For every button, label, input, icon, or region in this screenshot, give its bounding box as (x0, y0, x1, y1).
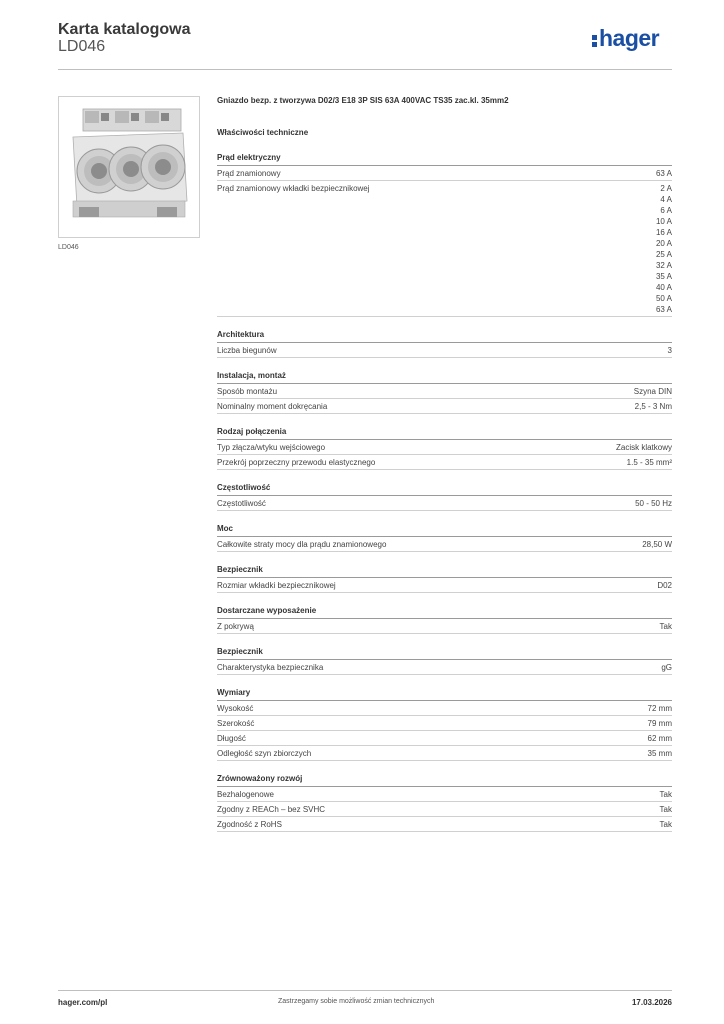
section-wymiary (217, 687, 672, 761)
spec-label: Z pokrywą (217, 622, 254, 631)
spec-label: Bezhalogenowe (217, 790, 274, 799)
section-wyposazenie (217, 605, 672, 634)
spec-label: Typ złącza/wtyku wejściowego (217, 443, 326, 452)
spec-row (217, 166, 672, 181)
spec-label: Sposób montażu (217, 387, 278, 396)
spec-label: Szerokość (217, 719, 255, 728)
footer-date: 17.03.2026 (631, 998, 672, 1007)
spec-value: 20 A (655, 239, 672, 248)
fuse-base-illustration (59, 97, 199, 237)
spec-label: Zgodność z RoHS (217, 820, 282, 829)
spec-value: 35 A (655, 272, 672, 281)
spec-label: Wysokość (217, 704, 254, 713)
image-caption: LD046 (58, 244, 79, 251)
spec-value: Zacisk klatkowy (615, 443, 672, 452)
section-title: Bezpiecznik (217, 564, 672, 578)
spec-value: D02 (657, 581, 672, 590)
spec-row (217, 578, 672, 593)
spec-value: gG (661, 663, 672, 672)
footer-divider (58, 990, 672, 991)
footer-notice: Zastrzegamy sobie możliwość zmian technicznych (278, 998, 435, 1005)
spec-row (217, 802, 672, 817)
spec-row (217, 496, 672, 511)
spec-content (217, 96, 672, 832)
section-title: Bezpiecznik (217, 646, 672, 660)
spec-value: 2 A (660, 184, 672, 193)
spec-value: 62 mm (647, 734, 672, 743)
hager-logo: hager (592, 27, 659, 50)
section-title: Moc (217, 523, 672, 537)
section-prad (217, 152, 672, 317)
spec-label: Częstotliwość (217, 499, 266, 508)
section-architektura (217, 329, 672, 358)
spec-value: 50 A (655, 294, 672, 303)
spec-value-list (656, 183, 672, 315)
spec-value: Tak (659, 805, 672, 814)
section-czestotliwosc (217, 482, 672, 511)
spec-label: Charakterystyka bezpiecznika (217, 663, 324, 672)
product-code: LD046 (58, 38, 106, 55)
spec-value: 63 A (655, 305, 672, 314)
section-title: Rodzaj połączenia (217, 426, 672, 440)
spec-value: 50 - 50 Hz (635, 499, 672, 508)
spec-row (217, 537, 672, 552)
spec-value: 32 A (655, 261, 672, 270)
section-polaczenie (217, 426, 672, 470)
spec-value: 2,5 - 3 Nm (634, 402, 672, 411)
spec-row (217, 343, 672, 358)
spec-row (217, 731, 672, 746)
spec-row (217, 716, 672, 731)
spec-label: Prąd znamionowy (217, 169, 281, 178)
spec-value: Tak (659, 622, 672, 631)
spec-value: 40 A (655, 283, 672, 292)
section-bezpiecznik-charakterystyka (217, 646, 672, 675)
spec-value: 3 (667, 346, 672, 355)
spec-value: 63 A (655, 169, 672, 178)
spec-value: 1.5 - 35 mm² (626, 458, 672, 467)
spec-row (217, 660, 672, 675)
logo-colon-icon (592, 35, 597, 47)
spec-label: Odległość szyn zbiorczych (217, 749, 312, 758)
section-title: Instalacja, montaż (217, 370, 672, 384)
product-description: Gniazdo bezp. z tworzywa D02/3 E18 3P SIS 63A 400VAC TS35 zac.kl. 35mm2 (217, 96, 509, 105)
spec-value: 10 A (655, 217, 672, 226)
footer-website-link[interactable]: hager.com/pl (58, 998, 108, 1007)
spec-row-multi (217, 181, 672, 317)
spec-value: 79 mm (647, 719, 672, 728)
spec-row (217, 399, 672, 414)
spec-value: 35 mm (647, 749, 672, 758)
spec-row (217, 440, 672, 455)
spec-row (217, 619, 672, 634)
spec-row (217, 817, 672, 832)
section-rozwoj (217, 773, 672, 832)
section-title: Wymiary (217, 687, 672, 701)
spec-value: Szyna DIN (633, 387, 672, 396)
spec-label: Prąd znamionowy wkładki bezpiecznikowej (217, 184, 370, 193)
spec-label: Rozmiar wkładki bezpiecznikowej (217, 581, 336, 590)
document-title: Karta katalogowa (58, 21, 191, 38)
section-title: Dostarczane wyposażenie (217, 605, 672, 619)
section-title: Architektura (217, 329, 672, 343)
section-title: Zrównoważony rozwój (217, 773, 672, 787)
spec-label: Całkowite straty mocy dla prądu znamionowego (217, 540, 387, 549)
spec-value: 16 A (655, 228, 672, 237)
section-title: Prąd elektryczny (217, 152, 672, 166)
spec-row (217, 787, 672, 802)
spec-row (217, 455, 672, 470)
spec-label: Zgodny z REACh – bez SVHC (217, 805, 326, 814)
spec-label: Przekrój poprzeczny przewodu elastycznego (217, 458, 376, 467)
tech-heading: Właściwości techniczne (217, 128, 309, 137)
section-moc (217, 523, 672, 552)
spec-label: Liczba biegunów (217, 346, 277, 355)
spec-value: 25 A (655, 250, 672, 259)
spec-value: 4 A (660, 195, 672, 204)
section-instalacja (217, 370, 672, 414)
spec-label: Nominalny moment dokręcania (217, 402, 328, 411)
spec-row (217, 746, 672, 761)
product-image (58, 96, 200, 238)
spec-value: 72 mm (647, 704, 672, 713)
spec-value: Tak (659, 790, 672, 799)
section-title: Częstotliwość (217, 482, 672, 496)
spec-row (217, 701, 672, 716)
section-bezpiecznik (217, 564, 672, 593)
spec-row (217, 384, 672, 399)
header-divider (58, 69, 672, 70)
spec-value: 6 A (660, 206, 672, 215)
spec-value: Tak (659, 820, 672, 829)
spec-value: 28,50 W (642, 540, 672, 549)
spec-label: Długość (217, 734, 246, 743)
